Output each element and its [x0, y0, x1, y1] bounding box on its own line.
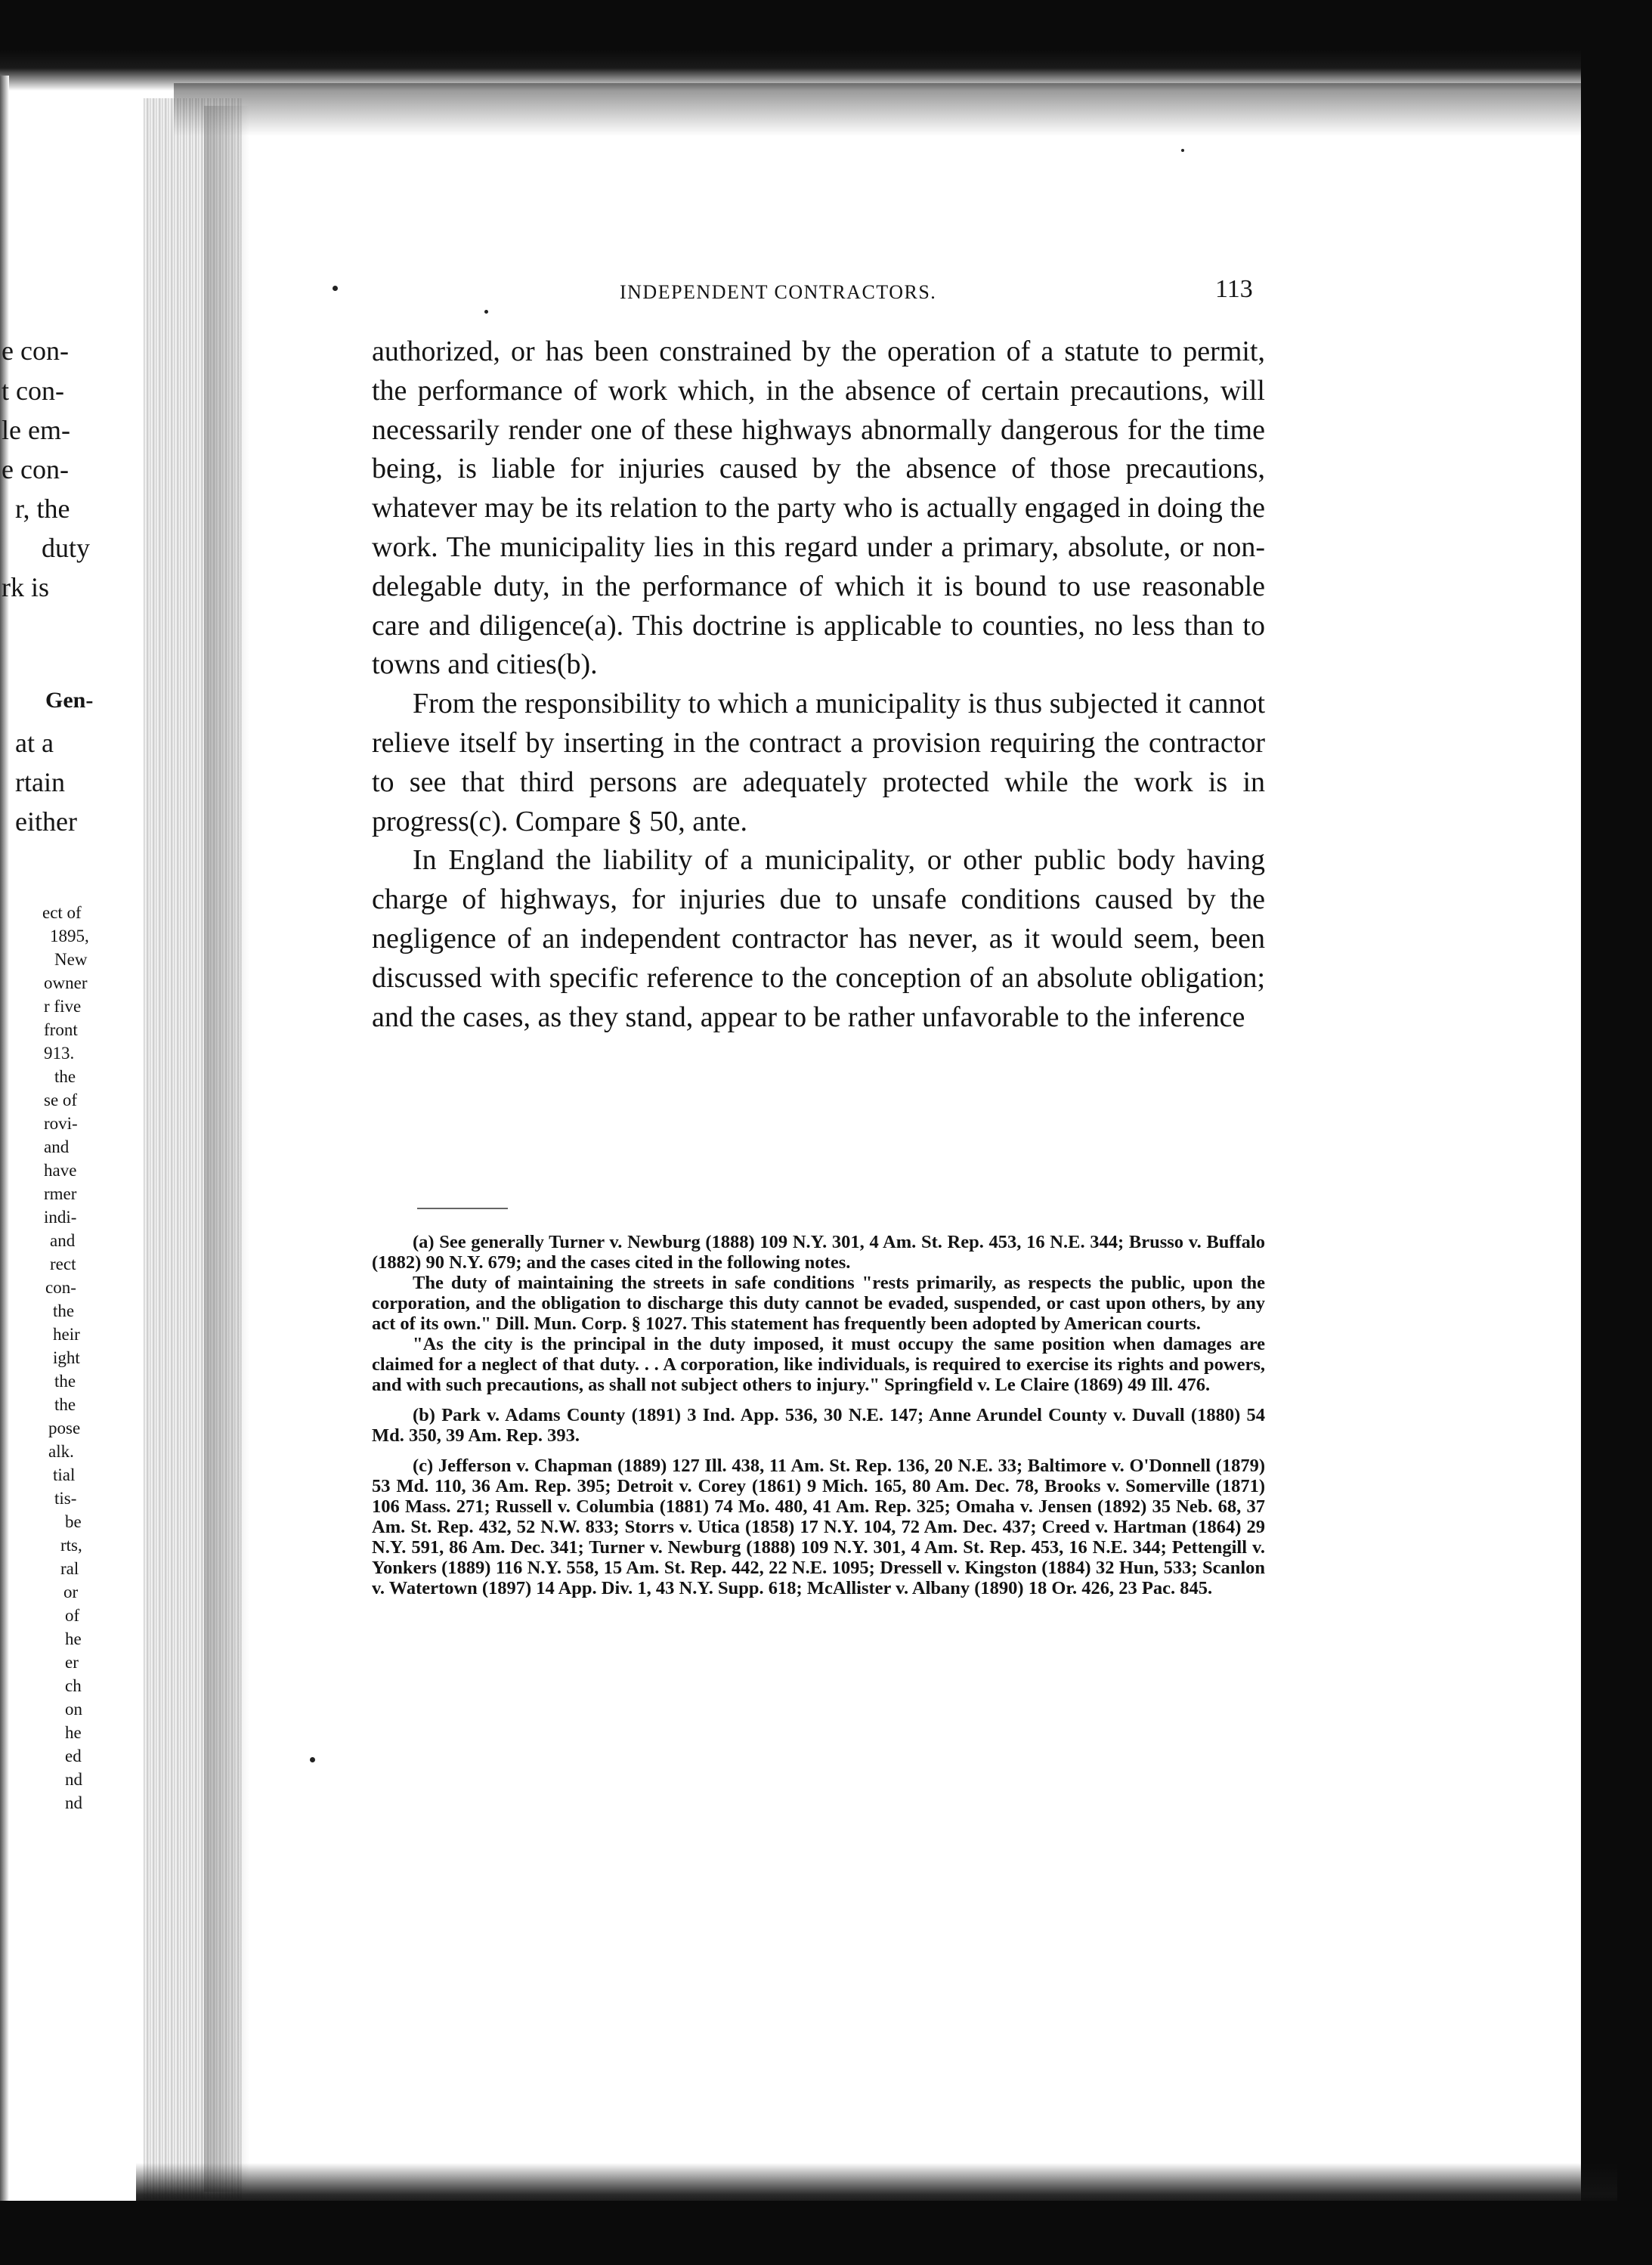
footnote-a-continued: The duty of maintaining the streets in safe conditions "rests primarily, as respects the public, upon the corporation, and the obligation to discharge this duty cannot be evaded, suspended, or cast upon others, by any act of its own." Dill. Mun. Corp. § 1027. This statement has frequently been adopted by American courts.: [372, 1273, 1265, 1334]
margin-line: tis-: [54, 1489, 77, 1508]
margin-line: nd: [65, 1793, 82, 1812]
margin-line: rovi-: [44, 1114, 78, 1133]
margin-line: pose: [48, 1419, 81, 1437]
margin-line: either: [15, 806, 77, 837]
margin-line: nd: [65, 1770, 82, 1789]
margin-line: heir: [53, 1325, 80, 1344]
margin-line: duty: [42, 533, 91, 563]
margin-line: alk.: [48, 1442, 74, 1461]
margin-line: le em-: [2, 415, 70, 445]
footnote-rule: [417, 1208, 508, 1209]
footnote-a-continued: "As the city is the principal in the duty imposed, it must occupy the same position when damages are claimed for a neglect of that duty. . . A corporation, like individuals, is required to exercise its rights and powers, and with such precautions, as shall not subject others to injury." Springfield v. Le Claire (1869) 49 Ill. 476.: [372, 1334, 1265, 1395]
margin-line: indi-: [44, 1208, 77, 1227]
margin-line: the: [54, 1372, 76, 1391]
margin-line: of: [65, 1606, 80, 1625]
footnote-b: (b) Park v. Adams County (1891) 3 Ind. App. 536, 30 N.E. 147; Anne Arundel County v. Duvall (1880) 54 Md. 350, 39 Am. Rep. 393.: [372, 1405, 1265, 1446]
margin-line: on: [65, 1700, 82, 1719]
margin-line: ch: [65, 1676, 82, 1695]
margin-line: the: [54, 1395, 76, 1414]
margin-line: t con-: [2, 376, 64, 406]
margin-line: con-: [45, 1278, 76, 1297]
margin-line: se of: [44, 1091, 78, 1109]
margin-line: er: [65, 1653, 79, 1672]
margin-line: rtain: [15, 767, 65, 797]
margin-line: rect: [50, 1255, 76, 1273]
margin-line: owner: [44, 973, 88, 992]
body-paragraph: In England the liability of a municipality, or other public body having charge of highways, for injuries due to unsafe conditions caused by the negligence of an independent contractor has never, as it would seem, been discussed with specific reference to the conception of an absolute obligation; and the cases, as they stand, appear to be rather unfavorable to the inference: [372, 844, 1265, 1033]
margin-line: 913.: [44, 1044, 75, 1063]
page-number: 113: [1215, 275, 1253, 303]
margin-line: he: [65, 1723, 82, 1742]
margin-line: at a: [15, 728, 54, 758]
margin-line: or: [63, 1583, 79, 1601]
margin-line: ight: [53, 1348, 80, 1367]
margin-line: Gen-: [45, 688, 94, 713]
margin-line: e con-: [2, 454, 69, 484]
margin-line: r, the: [15, 494, 70, 524]
margin-line: ral: [60, 1559, 79, 1578]
margin-line: 1895,: [50, 927, 89, 945]
margin-line: he: [65, 1629, 82, 1648]
margin-line: New: [54, 950, 88, 969]
margin-line: e con-: [2, 336, 69, 366]
scan-shadow-top: [174, 83, 1595, 136]
body-text: [372, 333, 1265, 1037]
page-header: [0, 275, 1652, 319]
margin-line: rts,: [60, 1536, 82, 1555]
margin-line: the: [54, 1067, 76, 1086]
margin-line: rmer: [44, 1184, 77, 1203]
running-head: INDEPENDENT CONTRACTORS.: [620, 281, 937, 303]
margin-line: and: [50, 1231, 76, 1250]
body-paragraph: From the responsibility to which a municipality is thus subjected it cannot relieve itself by inserting in the contract a provision requiring the contractor to see that third persons are adequately protected while the work is in progress(c). Compare § 50, ante.: [372, 688, 1265, 837]
margin-line: r five: [44, 997, 82, 1016]
scan-speck: [1181, 149, 1184, 152]
facing-page-margin: [0, 0, 144, 2265]
book-gutter-shadow: [204, 106, 249, 2192]
margin-line: have: [44, 1161, 77, 1180]
footnote-c: (c) Jefferson v. Chapman (1889) 127 Ill. 438, 11 Am. St. Rep. 136, 20 N.E. 33; Baltimore v. O'Donnell (1879) 53 Md. 110, 36 Am. Rep. 395; Detroit v. Corey (1861) 9 Mich. 165, 80 Am. Dec. 78, Brooks v. Somerville (1871) 106 Mass. 271; Russell v. Columbia (1881) 74 Mo. 480, 41 Am. Rep. 325; Omaha v. Jensen (1892) 35 Neb. 68, 37 Am. St. Rep. 432, 52 N.W. 833; Storrs v. Utica (1858) 17 N.Y. 104, 72 Am. Dec. 437; Creed v. Hartman (1864) 29 N.Y. 591, 86 Am. Dec. 341; Turner v. Newburg (1888) 109 N.Y. 301, 4 Am. St. Rep. 453, 16 N.E. 344; Pettengill v. Yonkers (1889) 116 N.Y. 558, 15 Am. St. Rep. 442, 22 N.E. 1095; Dressell v. Kingston (1884) 32 Hun, 533; Scanlon v. Watertown (1897) 14 App. Div. 1, 43 N.Y. Supp. 618; McAllister v. Albany (1890) 18 Or. 426, 23 Pac. 845.: [372, 1456, 1265, 1598]
margin-line: ed: [65, 1747, 82, 1765]
scan-speck: [310, 1757, 315, 1762]
margin-line: and: [44, 1137, 70, 1156]
body-paragraph: authorized, or has been constrained by the operation of a statute to permit, the performance of work which, in the absence of certain precautions, will necessarily render one of these highways abnormally dangerous for the time being, is liable for injuries caused by the absence of those precautions, whatever may be its relation to the party who is actually engaged in doing the work. The municipality lies in this regard under a primary, absolute, or non-delegable duty, in the performance of which it is bound to use reasonable care and diligence(a). This doctrine is applicable to counties, no less than to towns and cities(b).: [372, 336, 1265, 681]
scan-border-bottom: [0, 2201, 1652, 2265]
margin-line: the: [53, 1301, 75, 1320]
footnotes: [372, 1232, 1265, 1598]
footnote-a: (a) See generally Turner v. Newburg (1888) 109 N.Y. 301, 4 Am. St. Rep. 453, 16 N.E. 344; Brusso v. Buffalo (1882) 90 N.Y. 679; and the cases cited in the following notes.: [372, 1232, 1265, 1273]
margin-line: tial: [53, 1465, 76, 1484]
margin-line: rk is: [2, 572, 49, 602]
scan-border-right: [1581, 0, 1652, 2265]
scan-border-top: [0, 0, 1652, 91]
margin-line: front: [44, 1020, 78, 1039]
margin-line: be: [65, 1512, 82, 1531]
margin-line: ect of: [42, 903, 82, 922]
